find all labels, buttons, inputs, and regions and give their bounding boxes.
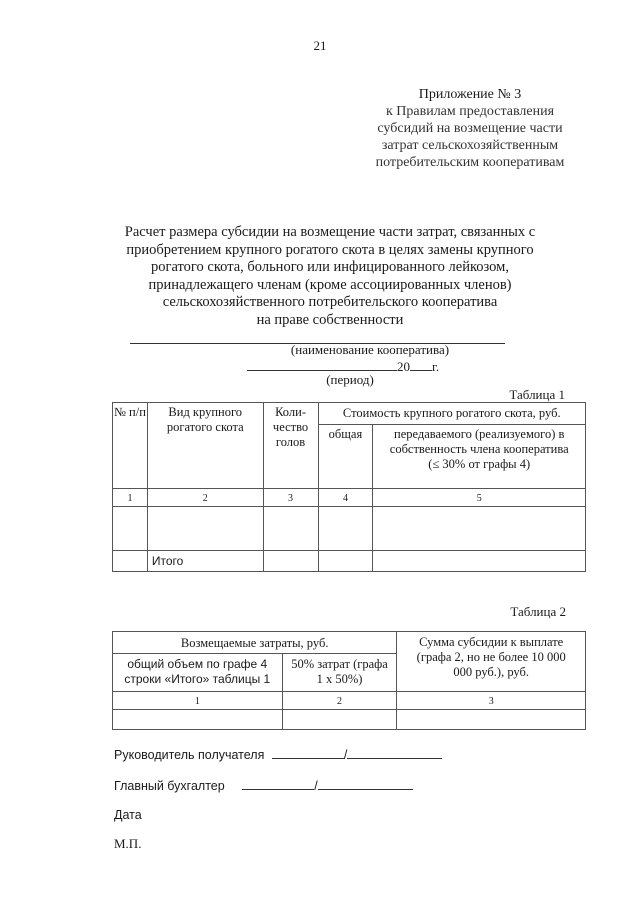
header-cattle-cost: Стоимость крупного рогатого скота, руб. bbox=[318, 403, 586, 425]
table-cell[interactable] bbox=[263, 551, 318, 572]
annex-title: Приложение № 3 bbox=[418, 87, 522, 102]
period-blank[interactable] bbox=[247, 357, 397, 371]
cooperative-name-caption: (наименование кооператива) bbox=[290, 342, 450, 357]
year-prefix: 20 bbox=[397, 359, 410, 374]
header-cost-transferred: передаваемого (реализуемого) в собственность члена кооператива (≤ 30% от графы 4) bbox=[373, 425, 586, 489]
head-label: Руководитель получателя bbox=[114, 748, 265, 762]
table-row bbox=[113, 710, 586, 730]
head-signature-line bbox=[114, 746, 442, 762]
document-title bbox=[115, 224, 545, 329]
header-num: № п/п bbox=[113, 403, 148, 489]
head-name-blank[interactable] bbox=[347, 746, 442, 759]
header-total-volume: общий объем по графе 4 строки «Итого» таблицы 1 bbox=[113, 654, 283, 692]
year-blank[interactable] bbox=[410, 357, 432, 371]
table-cell[interactable] bbox=[113, 710, 283, 730]
table-cell[interactable] bbox=[263, 507, 318, 551]
column-number: 5 bbox=[373, 489, 586, 507]
table-cell[interactable] bbox=[373, 507, 586, 551]
table2-label: Таблица 2 bbox=[510, 604, 566, 619]
signature-separator: / bbox=[343, 748, 348, 762]
annex-header bbox=[365, 86, 575, 171]
table-cell[interactable] bbox=[397, 710, 586, 730]
header-reimbursed-costs: Возмещаемые затраты, руб. bbox=[113, 632, 397, 654]
page-number: 21 bbox=[313, 38, 327, 53]
annex-line: к Правилам предоставления bbox=[385, 104, 555, 119]
accountant-signature-line bbox=[114, 777, 413, 793]
total-row-label: Итого bbox=[147, 551, 263, 572]
column-number: 3 bbox=[263, 489, 318, 507]
table-cell[interactable] bbox=[282, 710, 397, 730]
table-cell[interactable] bbox=[373, 551, 586, 572]
table1-label: Таблица 1 bbox=[509, 387, 565, 402]
table-cell[interactable] bbox=[113, 507, 148, 551]
accountant-name-blank[interactable] bbox=[318, 777, 413, 790]
column-number: 1 bbox=[113, 692, 283, 710]
header-cost-total: общая bbox=[318, 425, 373, 489]
column-number: 1 bbox=[113, 489, 148, 507]
table-cell[interactable] bbox=[318, 507, 373, 551]
title-line: приобретением крупного рогатого скота в целях замены крупного bbox=[126, 241, 534, 258]
date-label: Дата bbox=[114, 808, 142, 822]
year-suffix: г. bbox=[432, 359, 440, 374]
table-row-total bbox=[113, 551, 586, 572]
table-cell[interactable] bbox=[318, 551, 373, 572]
title-line: принадлежащего членам (кроме ассоциированных членов) bbox=[148, 276, 512, 293]
header-fifty-percent: 50% затрат (графа 1 х 50%) bbox=[282, 654, 397, 692]
title-line: Расчет размера субсидии на возмещение части затрат, связанных с bbox=[124, 224, 536, 240]
annex-line: потребительским кооперативам bbox=[375, 155, 565, 170]
table-cell[interactable] bbox=[113, 551, 148, 572]
head-signature-blank[interactable] bbox=[272, 746, 344, 759]
annex-line: субсидий на возмещение части bbox=[377, 121, 563, 136]
header-subsidy-amount: Сумма субсидии к выплате (графа 2, но не более 10 000 000 руб.), руб. bbox=[397, 632, 586, 692]
column-number: 2 bbox=[147, 489, 263, 507]
annex-line: затрат сельскохозяйственным bbox=[381, 138, 559, 153]
title-line: рогатого скота, больного или инфицированного лейкозом, bbox=[151, 259, 509, 275]
title-line: на праве собственности bbox=[256, 311, 404, 328]
column-number: 3 bbox=[397, 692, 586, 710]
period-caption: (период) bbox=[326, 372, 374, 387]
seal-label: М.П. bbox=[114, 836, 142, 851]
table-1 bbox=[112, 402, 586, 572]
column-number: 2 bbox=[282, 692, 397, 710]
header-cattle-type: Вид крупного рогатого скота bbox=[147, 403, 263, 489]
column-number: 4 bbox=[318, 489, 373, 507]
header-head-count: Коли-чество голов bbox=[263, 403, 318, 489]
table-2 bbox=[112, 631, 586, 730]
title-line: сельскохозяйственного потребительского кооператива bbox=[162, 294, 498, 310]
signature-separator: / bbox=[314, 779, 318, 793]
table-cell[interactable] bbox=[147, 507, 263, 551]
accountant-signature-blank[interactable] bbox=[242, 777, 314, 790]
accountant-label: Главный бухгалтер bbox=[114, 779, 225, 793]
table-row bbox=[113, 507, 586, 551]
